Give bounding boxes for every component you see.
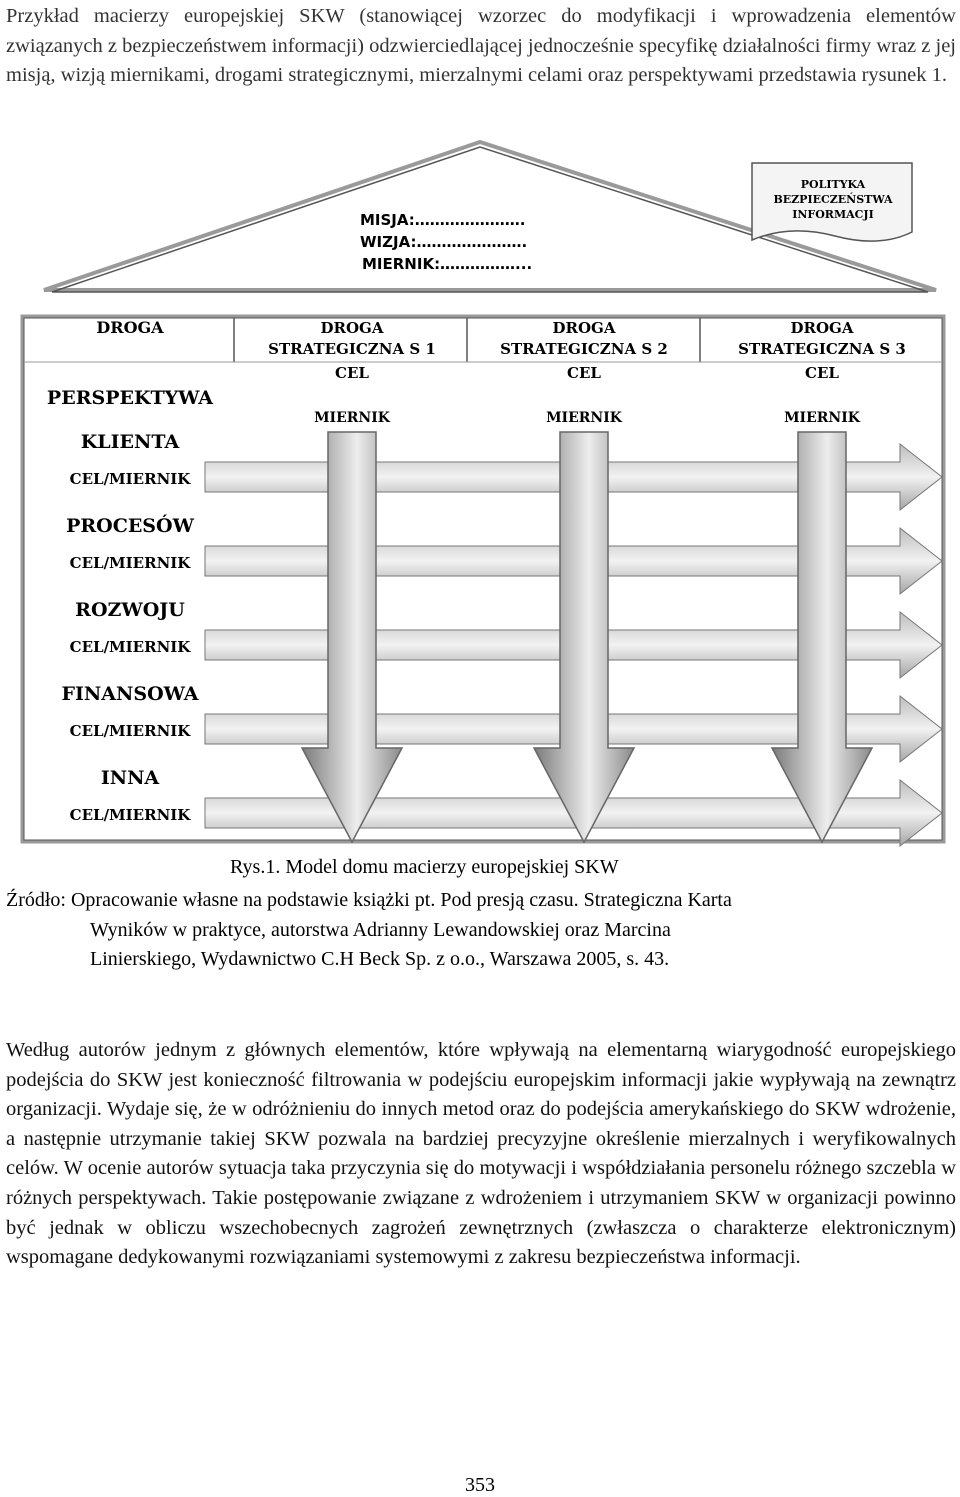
perspective-finansowa-sub: CEL/MIERNIK [69, 722, 191, 740]
figure-source [6, 886, 951, 975]
source-line-1: Źródło: Opracowanie własne na podstawie książki pt. Pod presją czasu. Strategiczna Karta [6, 889, 732, 911]
column-3-measure: MIERNIK [784, 410, 860, 426]
perspective-label: PERSPEKTYWA [46, 387, 214, 409]
perspective-finansowa: FINANSOWA [61, 683, 199, 705]
body-paragraph: Według autorów jednym z głównych elementów, które wpływają na elementarną wiarygodność europejskiego podejścia do SKW jest konieczność filtrowania w podejściu europejskim informacji jakie wypływają na zewnątrz organizacji. Wydaje się, że w odróżnieniu do innych metod oraz do podejścia amerykańskiego do SKW wdrożenie, a następnie utrzymanie takiej SKW pozwala na bardziej precyzyjne określenie mierzalnych i weryfikowalnych celów. W ocenie autorów sytuacja taka przyczynia się do motywacji i współdziałania personelu różnego szczebla w różnych perspektywach. Takie postępowanie związane z wdrożeniem i utrzymaniem SKW w organizacji powinno być jednak w obliczu wszechobecnych zagrożeń zewnętrznych (zwłaszcza o charakterze elektronicznym) wspomagane dedykowanymi rozwiązaniami systemowymi z zakresu bezpieczeństwa informacji. [6, 1039, 956, 1269]
column-3-strategy: STRATEGICZNA S 3 [738, 340, 906, 358]
perspective-labels [47, 387, 213, 824]
perspective-inna-sub: CEL/MIERNIK [69, 806, 191, 824]
column-headers [96, 318, 905, 426]
roof-measure: MIERNIK:……………... [362, 255, 533, 273]
left-header: DROGA [96, 318, 164, 337]
perspective-procesow: PROCESÓW [66, 515, 194, 537]
source-line-3: Linierskiego, Wydawnictwo C.H Beck Sp. z o.o., Warszawa 2005, s. 43. [90, 948, 670, 970]
roof-mission: MISJA:…………………. [360, 211, 526, 229]
column-2-goal: CEL [567, 364, 601, 382]
source-line-2: Wyników w praktyce, autorstwa Adrianny Lewandowskiej oraz Marcina [90, 918, 671, 941]
column-1-road: DROGA [320, 319, 384, 337]
perspective-procesow-sub: CEL/MIERNIK [69, 554, 191, 572]
column-1-strategy: STRATEGICZNA S 1 [268, 340, 436, 358]
column-2-strategy: STRATEGICZNA S 2 [500, 340, 668, 358]
column-2-road: DROGA [552, 319, 616, 337]
security-policy-note [752, 163, 912, 241]
perspective-inna: INNA [100, 767, 160, 789]
column-3-road: DROGA [790, 319, 854, 337]
roof-vision: WIZJA:…………………. [360, 233, 528, 251]
perspective-rozwoju-sub: CEL/MIERNIK [69, 638, 191, 656]
column-1-measure: MIERNIK [314, 410, 390, 426]
page-number: 353 [465, 1474, 495, 1496]
column-1-goal: CEL [335, 364, 369, 382]
policy-line-3: INFORMACJI [792, 208, 874, 221]
perspective-klienta: KLIENTA [80, 431, 180, 453]
policy-line-2: BEZPIECZEŃSTWA [773, 193, 893, 206]
figure-caption: Rys.1. Model domu macierzy europejskiej SKW [230, 856, 619, 878]
column-2-measure: MIERNIK [546, 410, 622, 426]
policy-line-1: POLITYKA [800, 178, 866, 191]
column-3-goal: CEL [805, 364, 839, 382]
perspective-rozwoju: ROZWOJU [75, 599, 185, 621]
intro-paragraph: Przykład macierzy europejskiej SKW (stanowiącej wzorzec do modyfikacji i wprowadzenia elementów związanych z bezpieczeństwem informacji) odzwierciedlającej jednocześnie specyfikę działalności firmy wraz z jej misją, wizją miernikami, drogami strategicznymi, mierzalnymi celami oraz perspektywami przedstawia rysunek 1. [6, 5, 956, 87]
perspective-klienta-sub: CEL/MIERNIK [69, 470, 191, 488]
